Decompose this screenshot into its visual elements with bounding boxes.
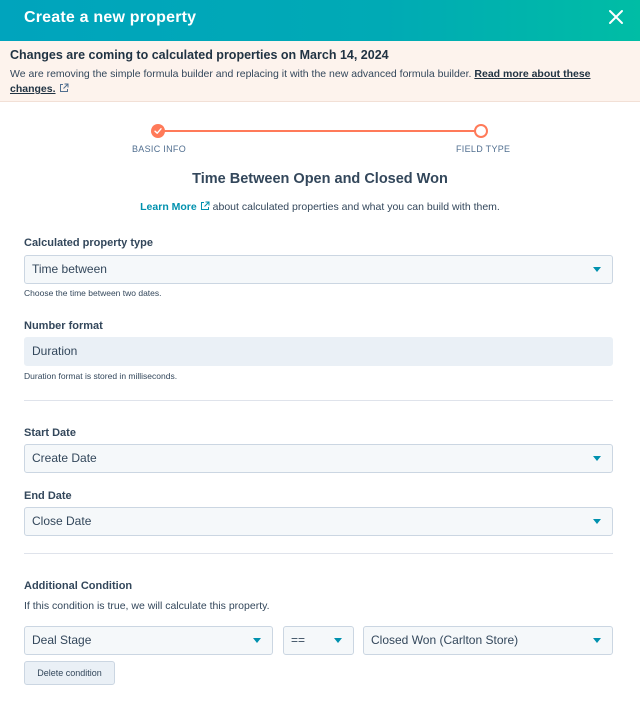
caret-down-icon [593,519,601,524]
step-basic-info[interactable] [151,124,165,138]
section-divider [24,553,613,554]
learn-more-text: about calculated properties and what you can build with them. [209,201,500,213]
stepper-line [158,130,481,132]
modal-title: Create a new property [24,9,197,26]
banner-text [10,67,625,97]
learn-more-line [0,201,640,213]
calc-type-select[interactable] [24,255,613,284]
progress-stepper [0,120,640,160]
step-label-basic-info: BASIC INFO [132,144,187,154]
caret-down-icon [593,267,601,272]
start-date-label: Start Date [24,427,76,439]
calc-type-help: Choose the time between two dates. [24,288,162,298]
close-icon[interactable] [606,7,626,27]
external-link-icon [200,201,210,211]
condition-operator-select[interactable] [283,626,354,655]
number-format-value: Duration [32,344,78,358]
number-format-label: Number format [24,320,103,332]
modal-header [0,0,640,41]
caret-down-icon [593,638,601,643]
calc-type-label: Calculated property type [24,237,153,249]
condition-value-select[interactable] [363,626,613,655]
condition-operator-value: == [291,633,306,647]
step-label-field-type: FIELD TYPE [456,144,511,154]
section-divider [24,400,613,401]
end-date-value: Close Date [32,514,92,528]
condition-value-text: Closed Won (Carlton Store) [371,633,519,647]
number-format-field [24,337,613,366]
external-link-icon [59,83,69,93]
condition-help: If this condition is true, we will calculate this property. [24,600,270,612]
calc-type-value: Time between [32,262,107,276]
property-name-heading: Time Between Open and Closed Won [192,171,448,187]
learn-more-link[interactable]: Learn More [140,201,197,213]
check-icon [154,127,162,135]
start-date-value: Create Date [32,451,97,465]
step-field-type[interactable] [474,124,488,138]
end-date-select[interactable] [24,507,613,536]
start-date-select[interactable] [24,444,613,473]
end-date-label: End Date [24,490,72,502]
caret-down-icon [253,638,261,643]
changes-banner [0,41,640,102]
banner-title: Changes are coming to calculated properties on March 14, 2024 [10,48,389,62]
condition-property-value: Deal Stage [32,633,92,647]
banner-message: We are removing the simple formula builder and replacing it with the new advanced formula builder. [10,68,475,80]
caret-down-icon [334,638,342,643]
number-format-help: Duration format is stored in milliseconds. [24,371,178,381]
condition-label: Additional Condition [24,580,133,592]
caret-down-icon [593,456,601,461]
read-more-link[interactable]: Read more about these changes. [10,68,591,95]
delete-condition-button[interactable]: Delete condition [24,661,115,685]
condition-property-select[interactable] [24,626,273,655]
